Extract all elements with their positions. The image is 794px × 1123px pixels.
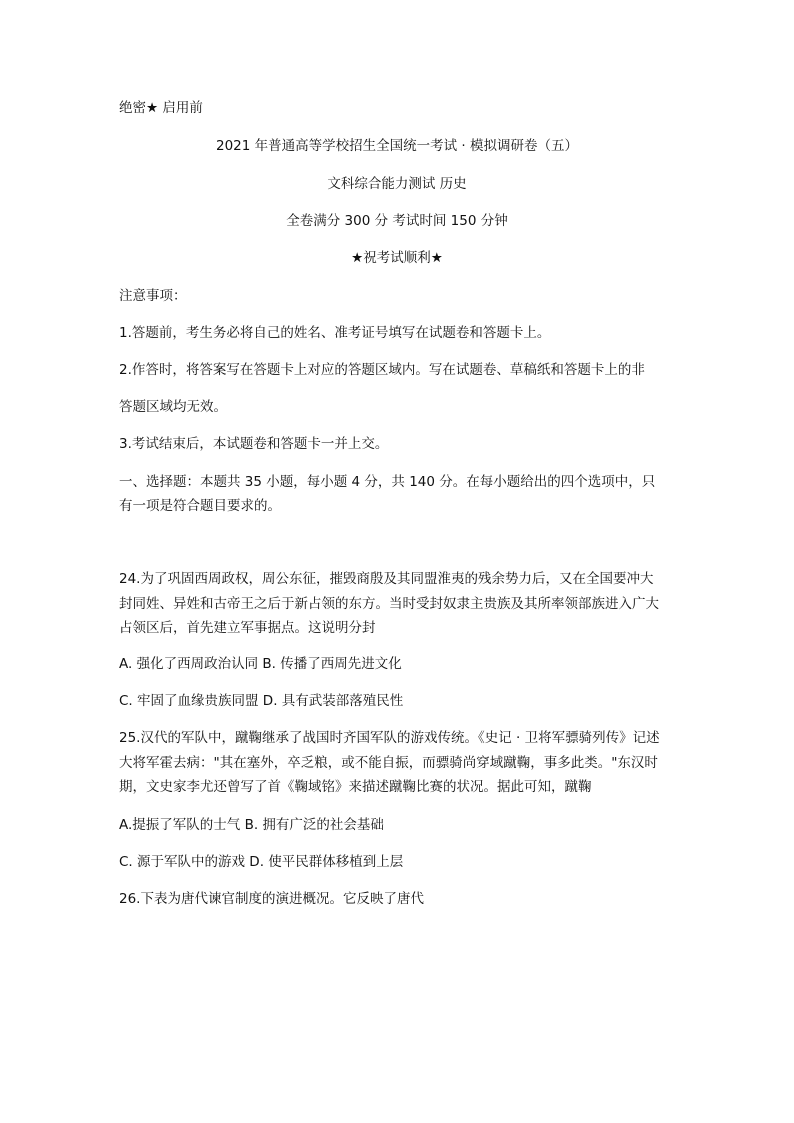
question-25-line-1: 25.汉代的军队中，蹴鞠继承了战国时齐国军队的游戏传统。《史记 · 卫将军骠骑列传》记述 — [119, 730, 660, 746]
notice-item-3: 3.考试结束后，本试题卷和答题卡一并上交。 — [119, 436, 389, 452]
exam-score-time: 全卷满分 300 分 考试时间 150 分钟 — [286, 213, 508, 229]
notice-item-2-line-1: 2.作答时，将答案写在答题卡上对应的答题区域内。写在试题卷、草稿纸和答题卡上的非 — [119, 362, 645, 378]
question-24-options-cd: C. 牢固了血缘贵族同盟 D. 具有武装部落殖民性 — [119, 693, 404, 709]
exam-wish: ★祝考试顺利★ — [351, 250, 443, 266]
question-26-line-1: 26.下表为唐代谏官制度的演进概况。它反映了唐代 — [119, 891, 424, 907]
question-24-line-2: 封同姓、异姓和古帝王之后于新占领的东方。当时受封奴隶主贵族及其所率领部族进入广大 — [119, 596, 659, 612]
exam-title: 2021 年普通高等学校招生全国统一考试 · 模拟调研卷（五） — [215, 138, 579, 154]
secret-label: 绝密★ 启用前 — [119, 100, 203, 116]
notice-item-2-line-2: 答题区域均无效。 — [119, 399, 227, 415]
section-instructions-line-2: 有一项是符合题目要求的。 — [119, 498, 281, 514]
notice-item-1: 1.答题前，考生务必将自己的姓名、准考证号填写在试题卷和答题卡上。 — [119, 325, 551, 341]
exam-subject: 文科综合能力测试 历史 — [327, 176, 467, 192]
question-24-line-3: 占领区后，首先建立军事据点。这说明分封 — [119, 620, 376, 636]
question-25-options-cd: C. 源于军队中的游戏 D. 使平民群体移植到上层 — [119, 854, 404, 870]
notice-heading: 注意事项： — [119, 288, 187, 304]
question-25-line-2: 大将军霍去病："其在塞外，卒乏粮，或不能自振，而骠骑尚穿域蹴鞠，事多此类。"东汉时 — [119, 755, 658, 771]
question-25-line-3: 期，文史家李尤还曾写了首《鞠域铭》来描述蹴鞠比赛的状况。据此可知，蹴鞠 — [119, 779, 592, 795]
question-25-options-ab: A.提振了军队的士气 B. 拥有广泛的社会基础 — [119, 817, 384, 833]
question-24-line-1: 24.为了巩固西周政权，周公东征，摧毁商殷及其同盟淮夷的残余势力后，又在全国要冲大 — [119, 571, 654, 587]
section-instructions-line-1: 一、选择题：本题共 35 小题，每小题 4 分，共 140 分。在每小题给出的四个选项中，只 — [119, 474, 656, 490]
question-24-options-ab: A. 强化了西周政治认同 B. 传播了西周先进文化 — [119, 656, 402, 672]
